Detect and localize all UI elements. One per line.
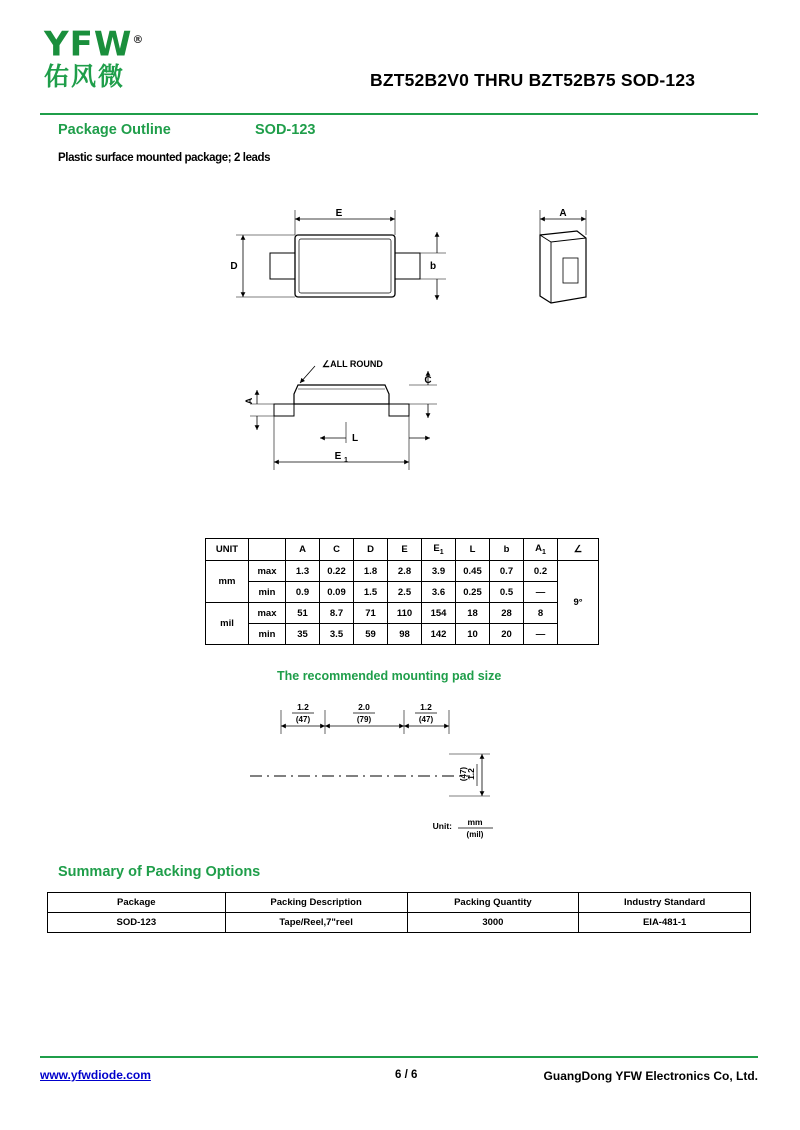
cell-packing-quantity: 3000 bbox=[407, 913, 579, 933]
cell-mil-min-E: 98 bbox=[388, 624, 422, 645]
header-angle: ∠ bbox=[558, 539, 599, 561]
header-packing-quantity: Packing Quantity bbox=[407, 893, 579, 913]
cell-mil-max-b: 28 bbox=[490, 603, 524, 624]
svg-text:(47): (47) bbox=[418, 715, 434, 724]
table-row bbox=[206, 603, 599, 624]
svg-text:A: A bbox=[244, 397, 254, 405]
logo-wordmark bbox=[44, 22, 234, 65]
package-outline-label: Package Outline bbox=[58, 122, 171, 138]
cell-mm-max-D: 1.8 bbox=[354, 561, 388, 582]
header-A1: $A_1$ bbox=[524, 539, 558, 561]
svg-text:D: D bbox=[230, 261, 238, 272]
table-row bbox=[206, 561, 599, 582]
svg-text:1.2: 1.2 bbox=[466, 768, 476, 780]
svg-text:(47): (47) bbox=[295, 715, 311, 724]
svg-text:(mil): (mil) bbox=[466, 830, 484, 839]
cell-mm-min-A1: — bbox=[524, 582, 558, 603]
table-row bbox=[206, 582, 599, 603]
cell-mil-min-A1: — bbox=[524, 624, 558, 645]
svg-text:mm: mm bbox=[467, 817, 483, 827]
svg-text:(47): (47) bbox=[459, 766, 468, 782]
row-limit-max: max bbox=[249, 603, 286, 624]
header-C: C bbox=[320, 539, 354, 561]
logo-text: YFW bbox=[44, 24, 133, 65]
table-row bbox=[48, 913, 751, 933]
pad-drawing-svg bbox=[0, 692, 800, 852]
cell-mil-max-D: 71 bbox=[354, 603, 388, 624]
header-industry-standard: Industry Standard bbox=[579, 893, 751, 913]
outline-drawing-svg bbox=[0, 190, 800, 510]
cell-mil-min-b: 20 bbox=[490, 624, 524, 645]
header-divider bbox=[40, 113, 758, 115]
cell-mil-max-L: 18 bbox=[456, 603, 490, 624]
svg-text:E: E bbox=[335, 208, 343, 219]
svg-text:1: 1 bbox=[344, 457, 348, 464]
package-outline-value: SOD-123 bbox=[255, 122, 316, 138]
company-logo bbox=[44, 22, 234, 91]
cell-mil-max-A1: 8 bbox=[524, 603, 558, 624]
page-number: 6 / 6 bbox=[395, 1069, 418, 1081]
table-header-row bbox=[206, 539, 599, 561]
cell-mil-min-D: 59 bbox=[354, 624, 388, 645]
cell-mil-min-C: 3.5 bbox=[320, 624, 354, 645]
packing-options-title: Summary of Packing Options bbox=[58, 864, 261, 880]
svg-text:(79): (79) bbox=[356, 715, 372, 724]
svg-text:Unit:: Unit: bbox=[432, 821, 452, 831]
cell-mm-min-E: 2.5 bbox=[388, 582, 422, 603]
cell-mm-min-C: 0.09 bbox=[320, 582, 354, 603]
cell-mil-min-L: 10 bbox=[456, 624, 490, 645]
cell-mil-max-E1: 154 bbox=[422, 603, 456, 624]
cell-mil-max-A: 51 bbox=[286, 603, 320, 624]
svg-text:∠ALL ROUND: ∠ALL ROUND bbox=[322, 359, 383, 369]
cell-mil-max-E: 110 bbox=[388, 603, 422, 624]
dimension-table bbox=[205, 538, 599, 645]
cell-industry-standard: EIA-481-1 bbox=[579, 913, 751, 933]
packing-options-table bbox=[47, 892, 751, 933]
cell-mil-max-C: 8.7 bbox=[320, 603, 354, 624]
cell-mm-max-E: 2.8 bbox=[388, 561, 422, 582]
package-drawings bbox=[0, 190, 800, 510]
cell-mm-min-D: 1.5 bbox=[354, 582, 388, 603]
row-unit-mm: mm bbox=[206, 561, 249, 603]
cell-mil-min-A: 35 bbox=[286, 624, 320, 645]
cell-mm-min-b: 0.5 bbox=[490, 582, 524, 603]
header-E: E bbox=[388, 539, 422, 561]
header-package: Package bbox=[48, 893, 226, 913]
cell-package: SOD-123 bbox=[48, 913, 226, 933]
row-limit-min: min bbox=[249, 624, 286, 645]
header-limit bbox=[249, 539, 286, 561]
cell-mil-min-E1: 142 bbox=[422, 624, 456, 645]
cell-mm-min-A: 0.9 bbox=[286, 582, 320, 603]
table-row bbox=[206, 624, 599, 645]
row-limit-min: min bbox=[249, 582, 286, 603]
header-b: b bbox=[490, 539, 524, 561]
svg-text:A: A bbox=[559, 208, 567, 219]
svg-text:1.2: 1.2 bbox=[297, 702, 309, 712]
cell-mm-min-E1: 3.6 bbox=[422, 582, 456, 603]
header-unit: UNIT bbox=[206, 539, 249, 561]
company-name: GuangDong YFW Electronics Co, Ltd. bbox=[543, 1069, 758, 1083]
mounting-pad-drawing bbox=[0, 692, 800, 852]
header-E1: $E_1$ bbox=[422, 539, 456, 561]
svg-text:E: E bbox=[334, 451, 342, 462]
cell-mm-max-C: 0.22 bbox=[320, 561, 354, 582]
page-header bbox=[0, 14, 800, 100]
footer-divider bbox=[40, 1056, 758, 1058]
cell-mm-max-L: 0.45 bbox=[456, 561, 490, 582]
table-header-row bbox=[48, 893, 751, 913]
header-packing-description: Packing Description bbox=[225, 893, 407, 913]
page-title: BZT52B2V0 THRU BZT52B75 SOD-123 bbox=[370, 70, 696, 90]
svg-text:b: b bbox=[429, 261, 437, 272]
svg-text:2.0: 2.0 bbox=[358, 702, 370, 712]
row-unit-mil: mil bbox=[206, 603, 249, 645]
svg-text:C: C bbox=[424, 375, 432, 386]
cell-mm-max-A: 1.3 bbox=[286, 561, 320, 582]
header-D: D bbox=[354, 539, 388, 561]
cell-mm-max-A1: 0.2 bbox=[524, 561, 558, 582]
cell-mm-min-L: 0.25 bbox=[456, 582, 490, 603]
cell-packing-description: Tape/Reel,7"reel bbox=[225, 913, 407, 933]
svg-text:L: L bbox=[351, 433, 359, 444]
logo-chinese-name: 佑风微 bbox=[44, 62, 126, 92]
website-link[interactable]: www.yfwdiode.com bbox=[40, 1068, 151, 1082]
cell-mm-max-b: 0.7 bbox=[490, 561, 524, 582]
cell-angle-value: 9° bbox=[558, 561, 599, 645]
svg-text:1.2: 1.2 bbox=[420, 702, 432, 712]
mounting-pad-title: The recommended mounting pad size bbox=[277, 669, 502, 683]
cell-mm-max-E1: 3.9 bbox=[422, 561, 456, 582]
header-L: L bbox=[456, 539, 490, 561]
row-limit-max: max bbox=[249, 561, 286, 582]
registered-mark-icon: ® bbox=[132, 33, 145, 46]
header-A: A bbox=[286, 539, 320, 561]
package-description: Plastic surface mounted package; 2 leads bbox=[58, 152, 271, 164]
